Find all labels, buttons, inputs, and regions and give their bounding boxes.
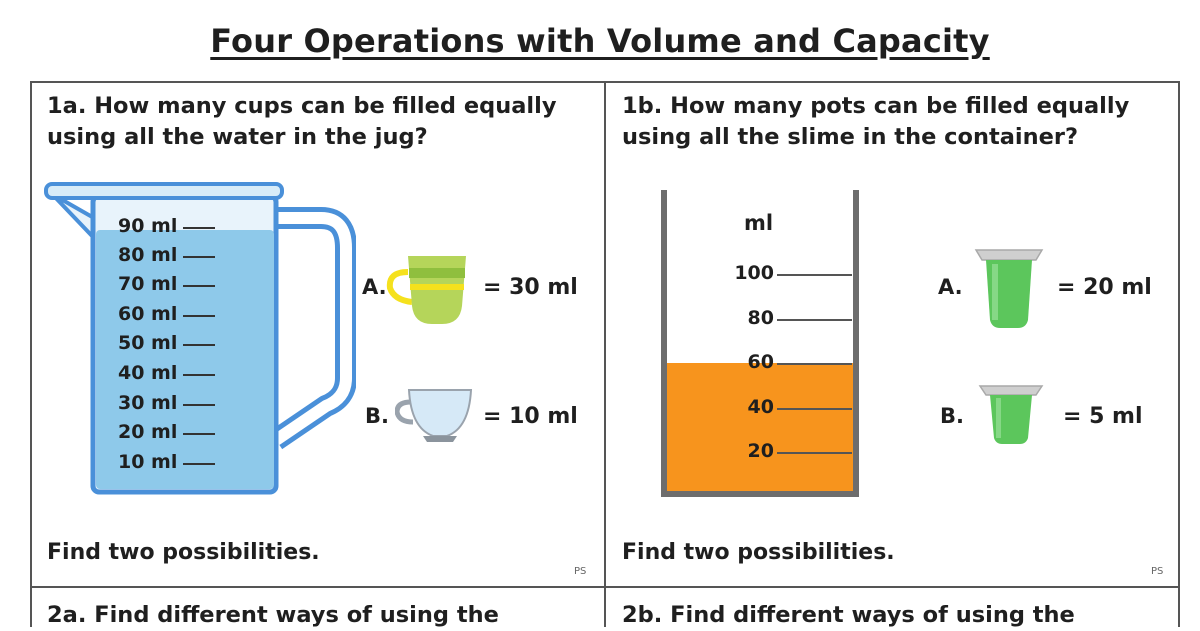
- jug-scale-10: 10 ml: [118, 451, 178, 473]
- code-1b: PS: [1151, 566, 1164, 577]
- container-scale-100: 100: [734, 262, 774, 284]
- jug-scale-20: 20 ml: [118, 421, 178, 443]
- glass-cup-icon: [395, 388, 473, 444]
- container-scale-20: 20: [747, 440, 774, 462]
- question-1b-line2: using all the slime in the container?: [622, 124, 1079, 150]
- jug-scale-90: 90 ml: [118, 215, 178, 237]
- jug-tick-90: [183, 227, 215, 229]
- option-1a-a-value: = 30 ml: [483, 275, 578, 300]
- jug-tick-50: [183, 344, 215, 346]
- container-tick-40: [777, 408, 852, 410]
- container-scale-80: 80: [747, 307, 774, 329]
- jug-tick-40: [183, 374, 215, 376]
- frame-left: [30, 81, 32, 627]
- page-title: Four Operations with Volume and Capacity: [210, 22, 990, 60]
- container-tick-20: [777, 452, 852, 454]
- question-2a-line1: 2a. Find different ways of using the: [47, 602, 499, 628]
- green-cup-icon: [386, 254, 466, 326]
- small-green-pot-icon: [978, 384, 1044, 446]
- option-1b-b-value: = 5 ml: [1063, 404, 1143, 429]
- jug-tick-20: [183, 433, 215, 435]
- container-scale-60: 60: [747, 351, 774, 373]
- jug-scale-80: 80 ml: [118, 244, 178, 266]
- jug-scale-50: 50 ml: [118, 332, 178, 354]
- jug-tick-10: [183, 463, 215, 465]
- question-1a-line1: 1a. How many cups can be filled equally: [47, 93, 557, 119]
- option-1a-a-label: A.: [362, 275, 387, 299]
- measuring-jug-icon: [36, 178, 356, 498]
- container-unit: ml: [744, 211, 774, 235]
- question-1a-line2: using all the water in the jug?: [47, 124, 428, 150]
- jug-scale-60: 60 ml: [118, 303, 178, 325]
- container-tick-60: [777, 363, 852, 365]
- find-1a: Find two possibilities.: [47, 540, 320, 565]
- option-1a-b-value: = 10 ml: [483, 404, 578, 429]
- code-1a: PS: [574, 566, 587, 577]
- question-2b-line1: 2b. Find different ways of using the: [622, 602, 1075, 628]
- container-tick-80: [777, 319, 852, 321]
- find-1b: Find two possibilities.: [622, 540, 895, 565]
- frame-row-divider: [30, 586, 1180, 588]
- option-1b-a-value: = 20 ml: [1057, 275, 1152, 300]
- jug-tick-80: [183, 256, 215, 258]
- frame-right: [1178, 81, 1180, 627]
- option-1b-b-label: B.: [940, 404, 964, 428]
- container-tick-100: [777, 274, 852, 276]
- jug-tick-60: [183, 315, 215, 317]
- option-1a-b-label: B.: [365, 404, 389, 428]
- option-1b-a-label: A.: [938, 275, 963, 299]
- question-1b-line1: 1b. How many pots can be filled equally: [622, 93, 1130, 119]
- jug-scale-70: 70 ml: [118, 273, 178, 295]
- jug-scale-40: 40 ml: [118, 362, 178, 384]
- frame-middle: [604, 81, 606, 627]
- jug-scale-30: 30 ml: [118, 392, 178, 414]
- large-green-pot-icon: [974, 248, 1044, 330]
- jug-tick-70: [183, 285, 215, 287]
- container-scale-40: 40: [747, 396, 774, 418]
- jug-tick-30: [183, 404, 215, 406]
